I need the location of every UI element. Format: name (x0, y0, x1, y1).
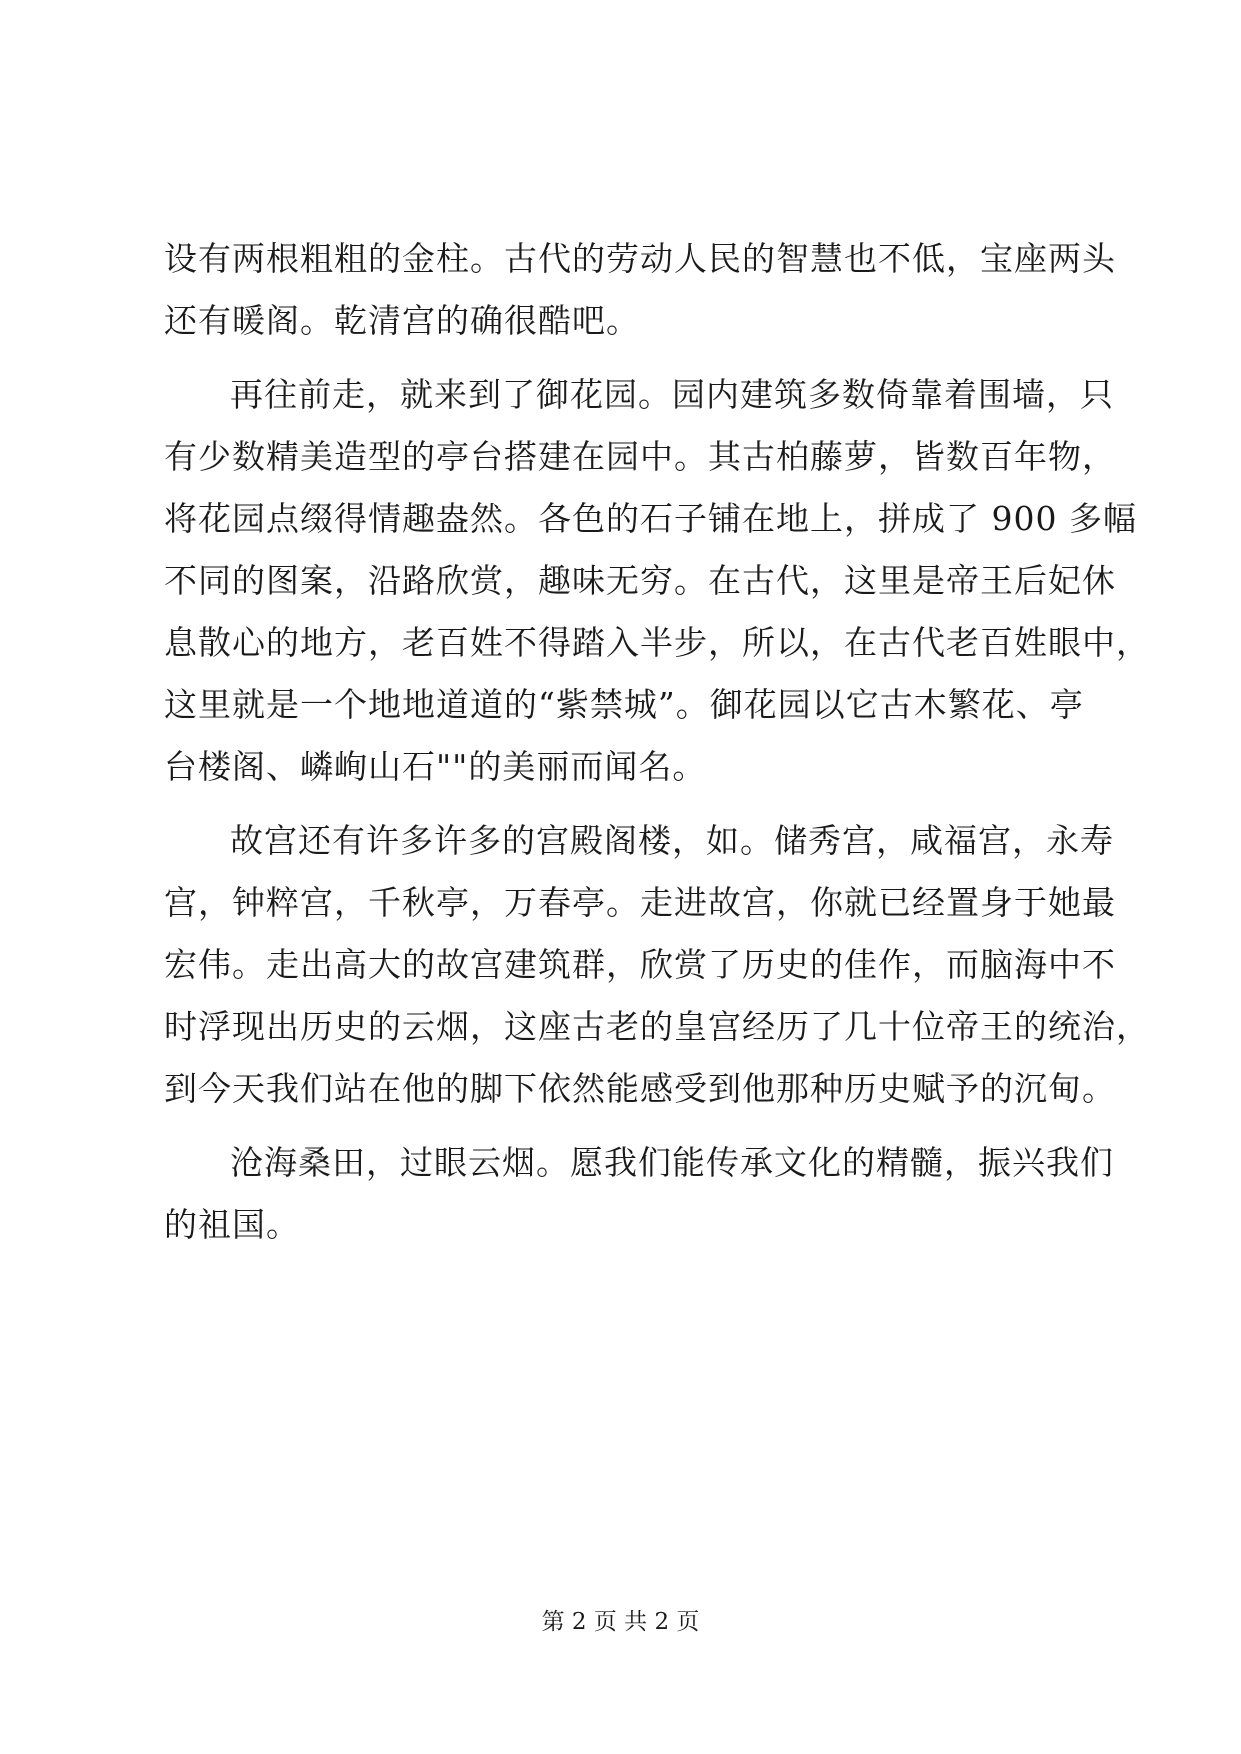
text-line: 还有暖阁。乾清宫的确很酷吧。 (164, 301, 640, 340)
text-line: 不同的图案，沿路欣赏，趣味无穷。在古代，这里是帝王后妃休 (164, 561, 1116, 600)
text-line: 宫，钟粹宫，千秋亭，万春亭。走进故宫，你就已经置身于她最 (164, 883, 1116, 922)
text-line: 宏伟。走出高大的故宫建筑群，欣赏了历史的佳作，而脑海中不 (164, 945, 1116, 984)
body-text (164, 228, 1150, 1256)
paragraph-2 (164, 364, 1150, 798)
paragraph-3 (164, 810, 1150, 1120)
text-line: 这里就是一个地地道道的“紫禁城”。御花园以它古木繁花、亭 (164, 685, 1084, 724)
text-line: 再往前走，就来到了御花园。园内建筑多数倚靠着围墙，只 (230, 375, 1114, 414)
text-line: 息散心的地方，老百姓不得踏入半步，所以，在古代老百姓眼中， (164, 623, 1150, 662)
text-line: 时浮现出历史的云烟，这座古老的皇宫经历了几十位帝王的统治， (164, 1007, 1150, 1046)
text-line: 设有两根粗粗的金柱。古代的劳动人民的智慧也不低，宝座两头 (164, 239, 1116, 278)
text-line: 有少数精美造型的亭台搭建在园中。其古柏藤萝，皆数百年物， (164, 437, 1116, 476)
text-line: 将花园点缀得情趣盎然。各色的石子铺在地上，拼成了 900 多幅 (164, 499, 1137, 538)
text-line: 沧海桑田，过眼云烟。愿我们能传承文化的精髓，振兴我们 (230, 1143, 1114, 1182)
page-footer: 第 2 页 共 2 页 (541, 1609, 700, 1635)
text-line: 的祖国。 (164, 1205, 300, 1244)
paragraph-1 (164, 228, 1116, 352)
text-line: 故宫还有许多许多的宫殿阁楼，如。储秀宫，咸福宫，永寿 (230, 821, 1114, 860)
text-line: 台楼阁、嶙峋山石""的美丽而闻名。 (164, 747, 707, 786)
paragraph-4 (164, 1132, 1114, 1256)
text-line: 到今天我们站在他的脚下依然能感受到他那种历史赋予的沉甸。 (164, 1069, 1116, 1108)
